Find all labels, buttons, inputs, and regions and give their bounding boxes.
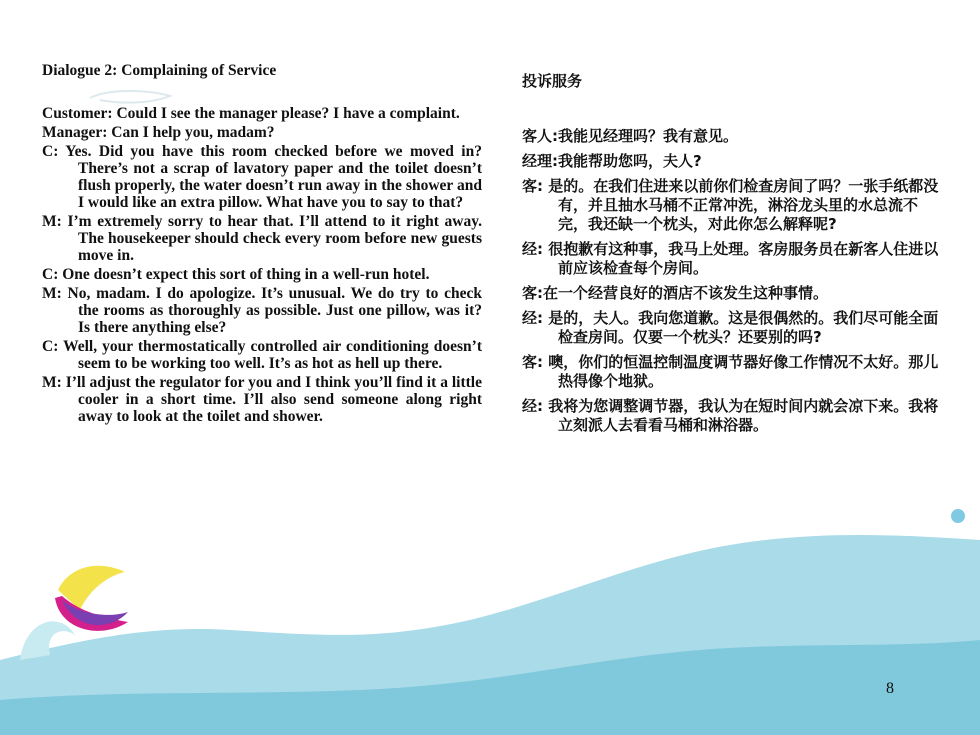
chinese-dialogue	[522, 72, 942, 441]
english-turn-6: M: No, madam. I do apologize. It’s unusual. We do try to check the rooms as thoroughly as possible. Just one pillow, was it? Is there anything else?	[42, 285, 482, 336]
blue-dot-decoration	[951, 509, 965, 523]
chinese-turn-2: 经理:我能帮助您吗，夫人?	[522, 152, 702, 170]
english-turn-8: M: I’ll adjust the regulator for you and I think you’ll find it a little cooler in a short time. I’ll also send someone along right away to look at the toilet and shower.	[42, 374, 482, 425]
english-turn-4: M: I’m extremely sorry to hear that. I’ll attend to it right away. The housekeeper should check every room before new guests move in.	[42, 213, 482, 264]
chinese-turn-5: 客:在一个经营良好的酒店不该发生这种事情。	[522, 284, 829, 302]
chinese-turn-4: 经: 很抱歉有这种事，我马上处理。客房服务员在新客人住进以前应该检查每个房间。	[522, 240, 939, 277]
chinese-turn-7: 客: 噢，你们的恒温控制温度调节器好像工作情况不太好。那儿热得像个地狱。	[522, 353, 939, 390]
english-turn-7: C: Well, your thermostatically controlled air conditioning doesn’t seem to be working too well. It’s as hot as hell up there.	[42, 338, 482, 372]
english-title: Dialogue 2: Complaining of Service	[42, 62, 277, 79]
ribbon-logo	[55, 566, 128, 631]
chinese-turn-6: 经: 是的，夫人。我向您道歉。这是很偶然的。我们尽可能全面检查房间。仅要一个枕头？还要别的吗?	[522, 309, 939, 346]
chinese-turn-8: 经: 我将为您调整调节器，我认为在短时间内就会凉下来。我将立刻派人去看看马桶和淋浴器。	[522, 397, 939, 434]
english-turn-3: C: Yes. Did you have this room checked before we moved in? There’s not a scrap of lavatory paper and the toilet doesn’t flush properly, the water doesn’t run away in the shower and I would like an extra pillow. What have you to say to that?	[42, 143, 482, 211]
chinese-title: 投诉服务	[522, 72, 583, 90]
page-number: 8	[886, 680, 894, 697]
chinese-turn-1: 客人:我能见经理吗？我有意见。	[522, 127, 739, 145]
english-turn-5: C: One doesn’t expect this sort of thing in a well-run hotel.	[42, 266, 430, 283]
english-turn-2: Manager: Can I help you, madam?	[42, 124, 275, 141]
chinese-turn-3: 客: 是的。在我们住进来以前你们检查房间了吗？一张手纸都没有，并且抽水马桶不正常冲洗，淋浴龙头里的水总流不完，我还缺一个枕头，对此你怎么解释呢?	[522, 177, 939, 233]
english-turn-1: Customer: Could I see the manager please? I have a complaint.	[42, 105, 460, 122]
english-dialogue	[42, 62, 482, 427]
